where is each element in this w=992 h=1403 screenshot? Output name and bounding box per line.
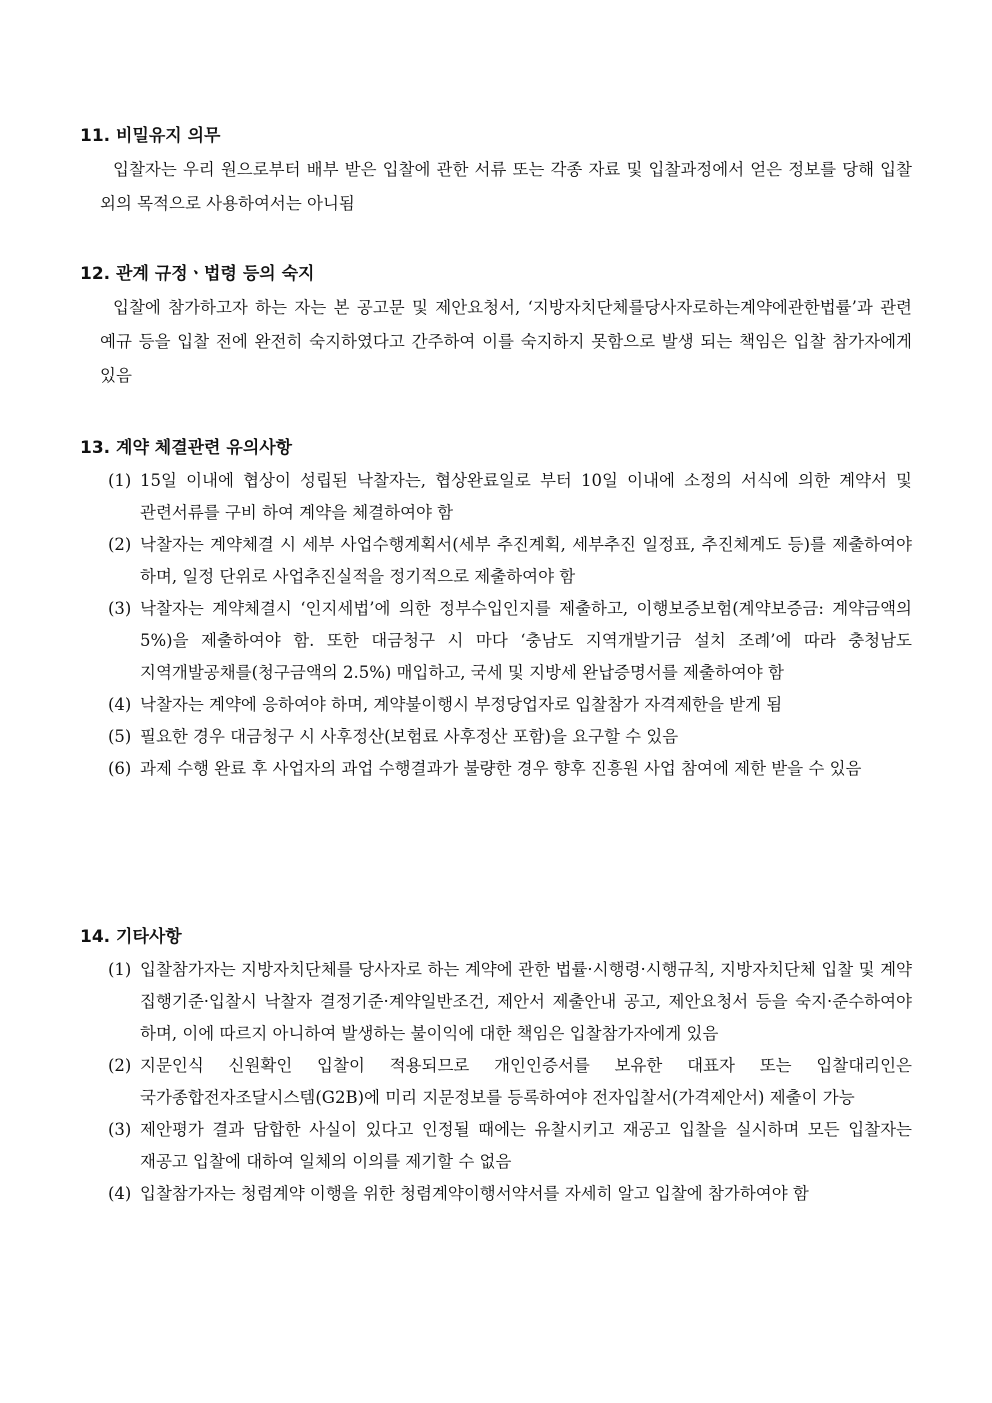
list-item <box>80 593 912 689</box>
item-number: (1) <box>108 960 132 979</box>
item-text: 15일 이내에 협상이 성립된 낙찰자는, 협상완료일로 부터 10일 이내에 소정의 서식에 의한 계약서 및 관련서류를 구비 하여 계약을 체결하여야 함 <box>140 471 912 522</box>
section-heading: 14. 기타사항 <box>80 927 182 947</box>
item-text: 낙찰자는 계약에 응하여야 하며, 계약불이행시 부정당업자로 입찰참가 자격제한을 받게 됨 <box>140 695 783 714</box>
item-text: 지문인식 신원확인 입찰이 적용되므로 개인인증서를 보유한 대표자 또는 입찰대리인은 국가종합전자조달시스템(G2B)에 미리 지문정보를 등록하여야 전자입찰서(가격제안서) 제출이 가능 <box>140 1056 912 1107</box>
section-paragraph: 입찰자는 우리 원으로부터 배부 받은 입찰에 관한 서류 또는 각종 자료 및 입찰과정에서 얻은 정보를 당해 입찰 외의 목적으로 사용하여서는 아니됨 <box>100 160 912 213</box>
list-item <box>80 954 912 1050</box>
list-item <box>80 1114 912 1178</box>
item-number: (4) <box>108 695 132 714</box>
item-number: (6) <box>108 759 132 778</box>
item-text: 제안평가 결과 담합한 사실이 있다고 인정될 때에는 유찰시키고 재공고 입찰을 실시하며 모든 입찰자는 재공고 입찰에 대하여 일체의 이의를 제기할 수 없음 <box>140 1120 912 1171</box>
list-item <box>80 689 912 721</box>
item-number: (3) <box>108 599 132 618</box>
item-text: 입찰참가자는 청렴계약 이행을 위한 청렴계약이행서약서를 자세히 알고 입찰에 참가하여야 함 <box>140 1184 809 1203</box>
item-number: (4) <box>108 1184 132 1203</box>
item-number: (5) <box>108 727 132 746</box>
item-number: (1) <box>108 471 132 490</box>
section-miscellaneous <box>80 926 912 1210</box>
item-text: 과제 수행 완료 후 사업자의 과업 수행결과가 불량한 경우 향후 진흥원 사업 참여에 제한 받을 수 있음 <box>140 759 862 778</box>
item-text: 입찰참가자는 지방자치단체를 당사자로 하는 계약에 관한 법률·시행령·시행규칙, 지방자치단체 입찰 및 계약 집행기준·입찰시 낙찰자 결정기준·계약일반조건, 제안서 제출안내 공고, 제안요청서 등을 숙지·준수하여야 하며, 이에 따르지 아니하여 발생하는 불이익에 대한 책임은 입찰참가자에게 있음 <box>140 960 912 1043</box>
item-number: (2) <box>108 535 132 554</box>
list-item <box>80 753 912 785</box>
item-list <box>80 465 912 785</box>
section-regulations <box>80 263 912 393</box>
item-text: 필요한 경우 대금청구 시 사후정산(보험료 사후정산 포함)을 요구할 수 있음 <box>140 727 679 746</box>
list-item <box>80 721 912 753</box>
section-heading: 12. 관계 규정ㆍ법령 등의 숙지 <box>80 264 315 284</box>
section-contract-notes <box>80 437 912 785</box>
section-heading: 11. 비밀유지 의무 <box>80 126 221 146</box>
item-number: (3) <box>108 1120 132 1139</box>
section-confidentiality <box>80 125 912 221</box>
list-item <box>80 529 912 593</box>
list-item <box>80 465 912 529</box>
section-paragraph: 입찰에 참가하고자 하는 자는 본 공고문 및 제안요청서, ‘지방자치단체를당사자로하는계약에관한법률’과 관련 예규 등을 입찰 전에 완전히 숙지하였다고 간주하여 이를 숙지하지 못함으로 발생 되는 책임은 입찰 참가자에게 있음 <box>100 298 912 385</box>
item-list <box>80 954 912 1210</box>
list-item <box>80 1178 912 1210</box>
list-item <box>80 1050 912 1114</box>
section-heading: 13. 계약 체결관련 유의사항 <box>80 438 293 458</box>
item-text: 낙찰자는 계약체결시 ‘인지세법’에 의한 정부수입인지를 제출하고, 이행보증보험(계약보증금: 계약금액의 5%)을 제출하여야 함. 또한 대금청구 시 마다 ‘충남도 지역개발기금 설치 조례’에 따라 충청남도 지역개발공채를(청구금액의 2.5%) 매입하고, 국세 및 지방세 완납증명서를 제출하여야 함 <box>140 599 912 682</box>
item-text: 낙찰자는 계약체결 시 세부 사업수행계획서(세부 추진계획, 세부추진 일정표, 추진체계도 등)를 제출하여야 하며, 일정 단위로 사업추진실적을 정기적으로 제출하여야 함 <box>140 535 912 586</box>
item-number: (2) <box>108 1056 132 1075</box>
